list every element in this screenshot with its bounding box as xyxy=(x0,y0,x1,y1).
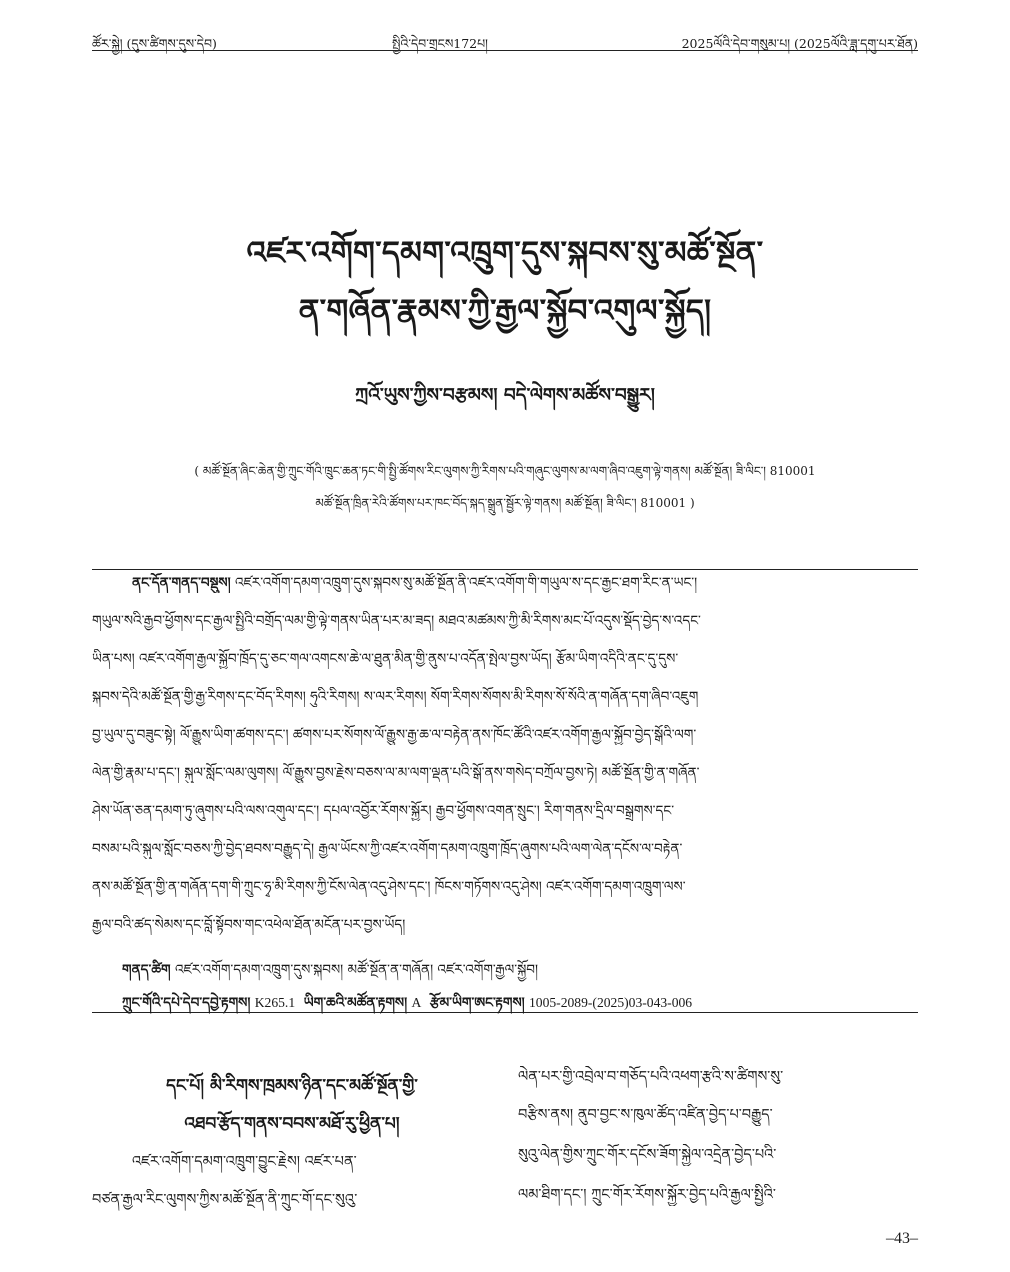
body-line-left: འཛར་འགོག་དམག་འཁྲུག་བྱུང་རྗེས། འཛར་པན་ xyxy=(132,1154,357,1170)
clc-number: K265.1 xyxy=(254,995,296,1010)
page-header xyxy=(92,28,918,51)
abstract-line: ནང་དོན་གནད་བསྡུས། འཛར་འགོག་དམག་འཁྲུག་དུས་སྐབས་སུ་མཚོ་སྔོན་ནི་འཛར་འགོག་གི་གཡུལ་ས་དང་རྒྱང་ཐག་རིང་ན་ཡང་། xyxy=(132,575,698,591)
abstract-line: ཤེས་ཡོན་ཅན་དམག་ཏུ་ཞུགས་པའི་ལས་འགུལ་དང་། དཔལ་འབྱོར་རོགས་སྐྱོར། རྒྱབ་ཕྱོགས་འགན་སྲུང་། རིག་གནས་དྲིལ་བསྒྲགས་དང་ xyxy=(92,803,675,819)
body-line-left: བཙན་རྒྱལ་རིང་ལུགས་ཀྱིས་མཚོ་སྔོན་ནི་ཀྲུང་གོ་དང་སུའུ་ xyxy=(92,1192,358,1208)
abstract-line: ཡིན་པས། འཛར་འགོག་རྒྱལ་སྐྱོབ་ཁྲོད་དུ་ཅང་གལ་འགངས་ཆེ་ལ་ཐུན་མིན་གྱི་ནུས་པ་འདོན་སྤེལ་བྱས་ཡོད། རྩོམ་ཡིག་འདིའི་ནང་དུ་དུས་ xyxy=(92,651,679,667)
abstract-line: བསམ་པའི་སྐུལ་སློང་བཅས་ཀྱི་བྱེད་ཐབས་བརྒྱུད་དེ། རྒྱལ་ཡོངས་ཀྱི་འཛར་འགོག་དམག་འཁྲུག་ཁྲོད་ཞུགས་པའི་ལག་ལེན་དངོས་ལ་བརྟེན་ xyxy=(92,841,683,857)
header-issue-date: 2025ལོའི་དེབ་གསུམ་པ། (2025ལོའི་ཟླ་དགུ་པར་ཐོན) xyxy=(681,36,918,51)
abstract-line: རྒྱལ་བའི་ཚད་སེམས་དང་བློ་སྟོབས་གང་འཕེལ་ཐོན་མངོན་པར་བྱས་ཡོད། xyxy=(92,917,406,933)
affiliation-line2: མཚོ་སྔོན་ཁྲིན་རེའི་ཚོགས་པར་ཁང་བོད་སྐད་སྒྲུན་སྦྱོར་ལྟེ་གནས། མཚོ་སྔོན། ཟི་ལིང་། 810001 ) xyxy=(315,496,695,510)
abstract-box xyxy=(92,569,918,1013)
body-line-right: ལམ་ཐིག་དང་། ཀྲུང་གོར་རོགས་སྐྱོར་བྱེད་པའི་རྒྱལ་སྤྱིའི་ xyxy=(518,1187,776,1203)
body-line-right: བརྩིས་ནས། ནུབ་བྱང་ས་ཁུལ་ཚོད་འཛིན་བྱེད་པ་བརྒྱུད་ xyxy=(518,1107,773,1123)
article-title-line1: འཛར་འགོག་དམག་འཁྲུག་དུས་སྐབས་སུ་མཚོ་སྔོན་ xyxy=(246,235,764,271)
header-issue-total: སྤྱིའི་དེབ་གྲངས172པ། xyxy=(392,36,488,51)
abstract-line: སྐབས་དེའི་མཚོ་སྔོན་གྱི་རྒྱ་རིགས་དང་བོད་རིགས། ཧུའི་རིགས། ས་ལར་རིགས། སོག་རིགས་སོགས་མི་རིགས་སོ་སོའི་ན་གཞོན་དག་ཞིབ་འཇུག xyxy=(92,689,699,705)
article-id: 1005-2089-(2025)03-043-006 xyxy=(528,995,693,1010)
doc-code-label: ཡིག་ཆའི་མཚོན་རྟགས། xyxy=(303,995,408,1011)
abstract-line: གཡུལ་སའི་རྒྱབ་ཕྱོགས་དང་རྒྱལ་སྤྱིའི་བགྲོད་ལམ་གྱི་ལྟེ་གནས་ཡིན་པར་མ་ཟད། མཐའ་མཚམས་ཀྱི་མི་རིགས་མང་པོ་འདུས་སྡོད་བྱེད་ས་འདང་ xyxy=(92,613,701,629)
abstract-line: བྱ་ཡུལ་དུ་བཟུང་སྟེ། ལོ་རྒྱུས་ཡིག་ཚགས་དང་། ཚགས་པར་སོགས་ལོ་རྒྱུས་རྒྱ་ཆ་ལ་བརྟེན་ནས་ཁོང་ཚོའི་འཛར་འགོག་རྒྱལ་སྐྱོབ་བྱེད་སྒོའི་ལག་ xyxy=(92,727,697,743)
section-heading-line2: འཐབ་རྩོད་གནས་བབས་མཐོ་རུ་ཕྱིན་པ། xyxy=(184,1114,400,1134)
body-line-right: ལེན་པར་གྱི་འབྲེལ་བ་གཅོད་པའི་འཕག་རྩའི་ས་ཚིགས་སུ་ xyxy=(518,1069,784,1085)
body-line-right: སུའུ་ལེན་གྱིས་ཀྲུང་གོར་དངོས་ཟོག་སྐྱེལ་འདྲེན་བྱེད་པའི་ xyxy=(518,1147,777,1163)
article-title-line2: ན་གཞོན་རྣམས་ཀྱི་རྒྱལ་སྐྱོབ་འགུལ་སྐྱོད། xyxy=(298,293,712,329)
keywords-label: གནད་ཚིག xyxy=(122,962,171,978)
article-id-label: རྩོམ་ཡིག་ཨང་རྟགས། xyxy=(429,995,525,1011)
abstract-line: ལེན་གྱི་རྣམ་པ་དང་། སྐུལ་སློང་ལམ་ལུགས། ལོ་རྒྱུས་བྱས་རྗེས་བཅས་ལ་མ་ལག་ལྡན་པའི་སྒོ་ནས་གསེད་བཀྲོལ་བྱས་ཏེ། མཚོ་སྔོན་གྱི་ན་གཞོན་ xyxy=(92,765,700,781)
doc-code: A xyxy=(411,995,422,1010)
clc-label: ཀྲུང་གོའི་དཔེ་དེབ་དབྱེ་རྟགས། xyxy=(122,995,251,1011)
abstract-line: ནས་མཚོ་སྔོན་གྱི་ན་གཞོན་དག་གི་ཀྲུང་ཧྭ་མི་རིགས་ཀྱི་ངོས་ལེན་འདུ་ཤེས་དང་། ཁོངས་གཏོགས་འདུ་ཤེས། འཛར་འགོག་དམག་འཁྲུག་ལས་ xyxy=(92,879,686,895)
section-heading-line1: དང་པོ། མི་རིགས་ཁྲམས་ཉིན་དང་མཚོ་སྔོན་གྱི་ xyxy=(166,1076,418,1096)
article-authors: ཀྲའོ་ཡུས་ཀྱིས་བརྩམས། བདེ་ལེགས་མཚོས་བསྒྱུར། xyxy=(355,385,655,406)
page-number: –43– xyxy=(886,1230,918,1247)
affiliation-line1: ( མཚོ་སྔོན་ཞིང་ཆེན་གྱི་ཀྲུང་གོའི་ཁྲུང་ཆན་ཏང་གི་སྤྱི་ཚོགས་རིང་ལུགས་ཀྱི་རིགས་པའི་གཞུང་ལུགས་མ་ལག་ཞིབ་འཇུག་ལྟེ་གནས། མཚོ་སྔོན། ཟི་ལིང་། 810001 xyxy=(194,464,816,478)
abstract-label: ནང་དོན་གནད་བསྡུས། xyxy=(132,575,231,591)
header-journal-name: ཚོར་སྐྱེ། (དུས་ཚིགས་དུས་དེབ) xyxy=(92,36,217,51)
keywords-text: འཛར་འགོག་དམག་འཁྲུག་དུས་སྐབས། མཚོ་སྔོན་ན་གཞོན། འཛར་འགོག་རྒྱལ་སྐྱོབ། xyxy=(174,962,539,978)
classification-line xyxy=(92,988,918,1026)
